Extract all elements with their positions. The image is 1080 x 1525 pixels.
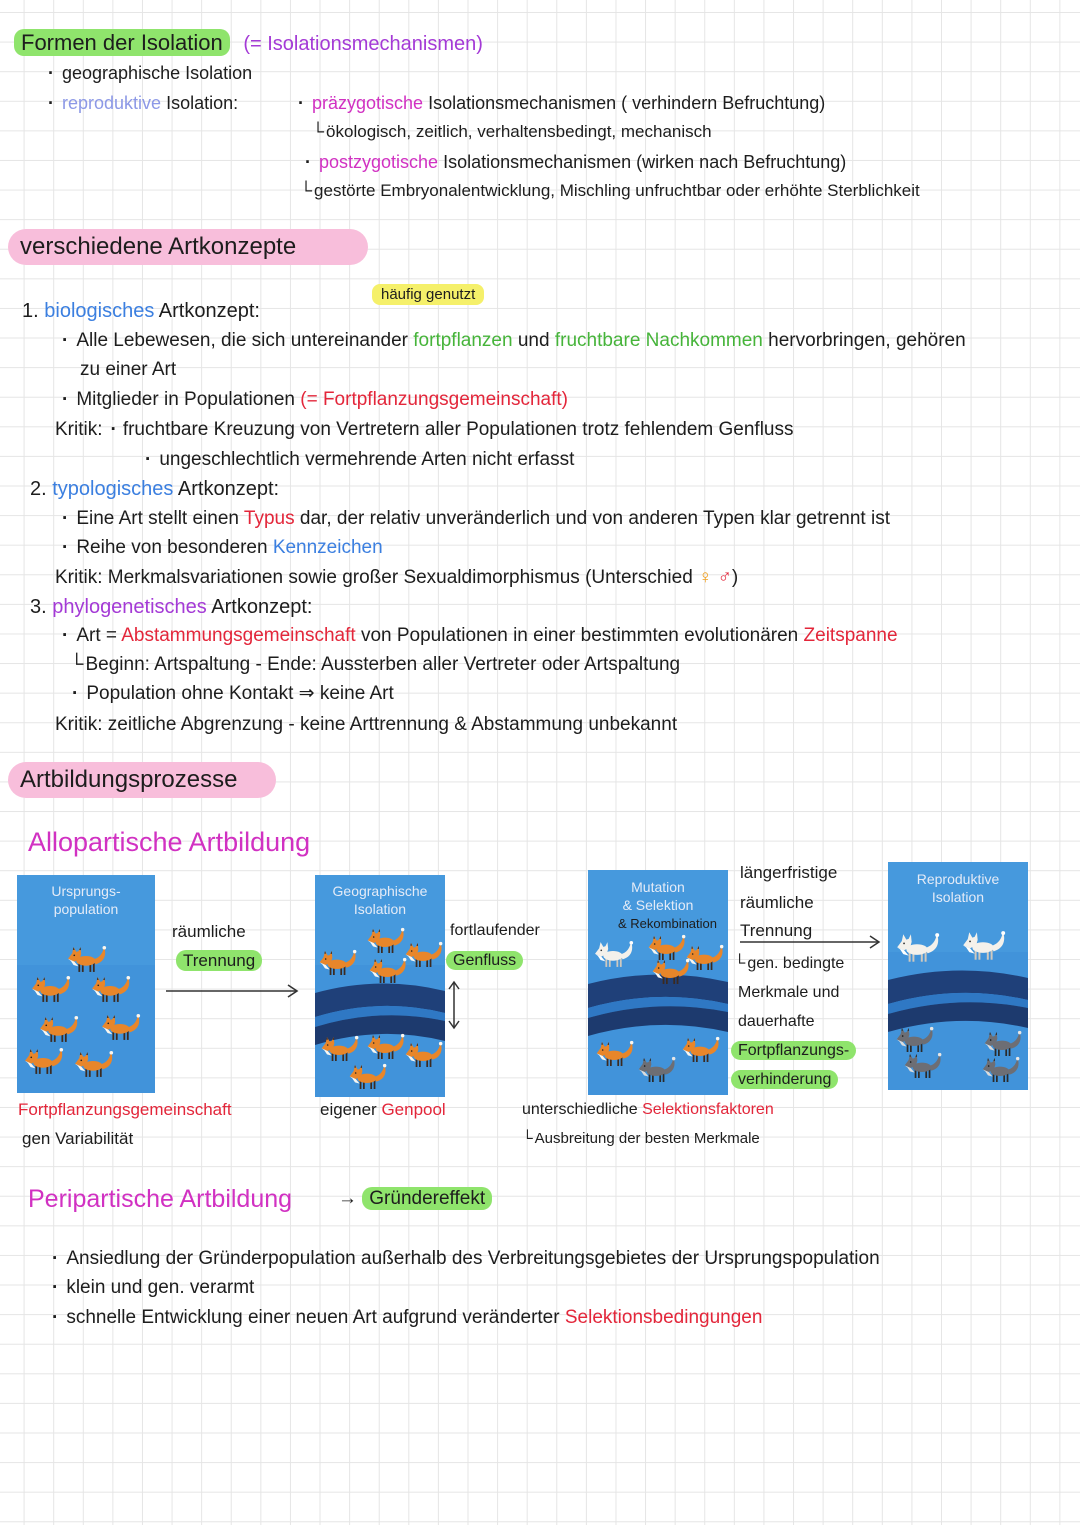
bio-members xyxy=(62,389,568,411)
step3-line-3: Trennung xyxy=(740,921,813,940)
typo-name: typologisches xyxy=(52,478,174,500)
bio-number: 1. xyxy=(22,300,39,322)
note2 xyxy=(320,1100,446,1120)
praezygotic-examples xyxy=(312,122,712,142)
panel-source-population xyxy=(17,875,155,1093)
corner-mark xyxy=(312,122,324,142)
corner-mark xyxy=(734,955,745,973)
phylo-critique xyxy=(55,714,677,736)
peripatric-heading: Peripartische Artbildung xyxy=(28,1185,293,1213)
peri-point-2-text: klein und gen. verarmt xyxy=(66,1277,255,1298)
bullet-dot xyxy=(62,330,68,352)
bullet-dot xyxy=(62,508,68,530)
founder-effect-line xyxy=(338,1188,492,1210)
arrow-right-icon xyxy=(164,981,302,1001)
praezygotic-rest: Isolationsmechanismen ( verhindern Befruchtung) xyxy=(423,93,826,113)
typo-concept-title xyxy=(30,478,279,501)
concepts-heading: verschiedene Artkonzepte xyxy=(8,229,368,265)
speciation-heading: Artbildungsprozesse xyxy=(8,762,276,798)
phylo-def-red-2: Zeitspanne xyxy=(803,625,898,646)
typo-critique-text: Merkmalsvariationen sowie großer Sexualdimorphismus (Unterschied xyxy=(102,567,699,588)
step2-line-1: fortlaufender xyxy=(450,922,540,939)
geo-isolation-line xyxy=(48,63,252,84)
phylo-def-red-1: Abstammungsgemeinschaft xyxy=(121,625,356,646)
postzygotic-examples xyxy=(300,181,920,201)
postzygotic-word: postzygotische xyxy=(319,152,439,172)
panel-3-label-line-1: Mutation xyxy=(631,879,685,895)
typo-marks xyxy=(62,537,383,559)
peri-point-3-red: Selektionsbedingungen xyxy=(564,1307,763,1328)
phylo-contact xyxy=(72,683,394,705)
frequently-used-badge: häufig genutzt xyxy=(372,284,484,305)
note3-word: unterschiedliche xyxy=(522,1101,643,1118)
phylo-span-text: Beginn: Artspaltung - Ende: Aussterben aller Vertreter oder Artspaltung xyxy=(85,654,681,675)
corner-mark xyxy=(300,181,312,201)
bullet-dot xyxy=(48,93,54,114)
bullet-dot xyxy=(52,1307,58,1329)
phylo-title-rest: Artkonzept: xyxy=(206,596,313,618)
bio-def-b: und xyxy=(512,330,555,351)
praezygotic-examples-text: ökologisch, zeitlich, verhaltensbedingt, mechanisch xyxy=(326,122,712,141)
note2-red: Genpool xyxy=(381,1100,446,1119)
repro-rest: Isolation: xyxy=(161,93,239,113)
isolation-heading-line xyxy=(14,30,483,56)
isolation-heading-note: (= Isolationsmechanismen) xyxy=(243,33,483,55)
repro-isolation-line xyxy=(48,93,238,114)
peri-point-1-text: Ansiedlung der Gründerpopulation außerhalb des Verbreitungsgebietes der Ursprungspopulation xyxy=(66,1248,880,1269)
step3-detail-5: verhinderung xyxy=(731,1070,838,1089)
phylo-definition xyxy=(62,625,898,647)
note3-detail xyxy=(522,1130,760,1147)
panel-1-label-line-2: population xyxy=(53,900,119,917)
male-symbol: ♂ xyxy=(717,567,732,588)
bio-name: biologisches xyxy=(44,300,155,322)
praezygotic-word: präzygotische xyxy=(312,93,424,113)
typo-critique-end: ) xyxy=(731,567,739,588)
step2-line-2: Genfluss xyxy=(446,951,523,970)
bio-critique-1-text: fruchtbare Kreuzung von Vertretern aller Populationen trotz fehlendem Genfluss xyxy=(122,419,794,440)
bullet-dot xyxy=(62,389,68,411)
typo-def-a: Eine Art stellt einen xyxy=(76,508,244,529)
bio-def-green-2: fruchtbare Nachkommen xyxy=(554,330,763,351)
typo-marks-text: Reihe von besonderen xyxy=(76,537,273,558)
step3-line-1: längerfristige xyxy=(740,863,838,882)
typo-marks-blue: Kennzeichen xyxy=(272,537,383,558)
panel-3-label-line-2: & Selektion xyxy=(622,896,694,913)
typo-critique xyxy=(55,567,738,589)
step1-line-2-wrap xyxy=(176,951,262,971)
note2-word: eigener xyxy=(320,1100,382,1119)
panel-4-label-line-1: Reproduktive xyxy=(916,871,1000,887)
bio-members-text: Mitglieder in Populationen xyxy=(76,389,301,410)
phylo-concept-title xyxy=(30,596,312,619)
panel-2-label-line-2: Isolation xyxy=(353,900,407,917)
step3-detail-5-wrap xyxy=(731,1071,838,1089)
postzygotic-line xyxy=(305,152,846,173)
arrow-right-icon xyxy=(738,933,884,951)
bullet-dot xyxy=(305,152,311,173)
step1-line-2: Trennung xyxy=(176,950,262,971)
postzygotic-examples-text: gestörte Embryonalentwicklung, Mischling unfruchtbar oder erhöhte Sterblichkeit xyxy=(314,181,920,200)
female-symbol: ♀ xyxy=(698,567,713,588)
step2-line-2-wrap xyxy=(446,952,523,970)
bio-critique-1 xyxy=(55,419,794,441)
phylo-span xyxy=(70,654,680,676)
step3-detail-2: Merkmale und xyxy=(738,984,840,1001)
step3-detail-4: Fortpflanzungs- xyxy=(731,1041,856,1060)
critique-label: Kritik: xyxy=(55,567,103,588)
panel-2-label xyxy=(315,883,445,918)
typo-definition xyxy=(62,508,890,530)
panel-geographic-isolation xyxy=(315,875,445,1097)
panel-1-label xyxy=(17,883,155,918)
critique-label: Kritik: xyxy=(55,419,103,440)
bullet-dot xyxy=(62,625,68,647)
typo-def-b: dar, der relativ unveränderlich und von anderen Typen klar getrennt ist xyxy=(294,508,890,529)
typo-number: 2. xyxy=(30,478,47,500)
peri-point-2 xyxy=(52,1277,254,1299)
bio-concept-title xyxy=(22,300,260,323)
postzygotic-rest: Isolationsmechanismen (wirken nach Befruchtung) xyxy=(438,152,847,172)
bio-def-c: hervorbringen, gehören xyxy=(762,330,966,351)
corner-mark xyxy=(522,1130,533,1147)
note3 xyxy=(522,1101,774,1119)
phylo-def-a: Art = xyxy=(76,625,122,646)
bullet-dot xyxy=(52,1277,58,1299)
corner-mark xyxy=(70,654,83,676)
peri-point-1 xyxy=(52,1248,880,1270)
bio-def-a: Alle Lebewesen, die sich untereinander xyxy=(76,330,414,351)
peri-point-3 xyxy=(52,1307,762,1329)
note1-line-1: Fortpflanzungsgemeinschaft xyxy=(18,1100,232,1119)
bullet-dot xyxy=(72,683,78,705)
note3-red: Selektionsfaktoren xyxy=(642,1101,774,1118)
bullet-dot xyxy=(52,1248,58,1270)
phylo-critique-text: zeitliche Abgrenzung - keine Arttrennung & Abstammung unbekannt xyxy=(102,714,678,735)
geo-isolation-text: geographische Isolation xyxy=(62,63,253,83)
step3-detail-3: dauerhafte xyxy=(738,1013,815,1030)
step3-detail-4-wrap xyxy=(731,1042,856,1060)
panel-3-label xyxy=(588,879,728,914)
badge-line xyxy=(372,286,484,303)
peri-point-3-text: schnelle Entwicklung einer neuen Art aufgrund veränderter xyxy=(66,1307,565,1328)
bullet-dot xyxy=(48,63,54,84)
step1-line-1: räumliche xyxy=(172,922,246,941)
critique-label: Kritik: xyxy=(55,714,103,735)
panel-mutation-selection xyxy=(588,870,728,1095)
bio-definition-cont: zu einer Art xyxy=(80,359,177,380)
panel-1-label-line-1: Ursprungs- xyxy=(51,883,121,899)
step3-detail-1-text: gen. bedingte xyxy=(747,955,845,972)
bio-critique-2-text: ungeschlechtlich vermehrende Arten nicht erfasst xyxy=(159,449,575,470)
phylo-contact-text: Population ohne Kontakt ⇒ keine Art xyxy=(86,683,394,704)
bullet-dot xyxy=(145,449,151,471)
phylo-name: phylogenetisches xyxy=(52,596,207,618)
panel-4-label-line-2: Isolation xyxy=(931,888,985,905)
panel-2-label-line-1: Geographische xyxy=(332,883,428,899)
bio-critique-2 xyxy=(145,449,574,471)
phylo-def-b: von Populationen in einer bestimmten evolutionären xyxy=(355,625,804,646)
typo-def-red: Typus xyxy=(243,508,295,529)
note1-line-2: gen Variabilität xyxy=(22,1129,134,1148)
bullet-dot xyxy=(111,419,117,441)
isolation-heading: Formen der Isolation xyxy=(14,29,230,56)
praezygotic-line xyxy=(298,93,825,114)
step3-line-2: räumliche xyxy=(740,893,814,912)
phylo-number: 3. xyxy=(30,596,47,618)
panel-4-label xyxy=(888,871,1028,906)
repro-word: reproduktive xyxy=(62,93,162,113)
founder-arrow: → xyxy=(338,1188,363,1209)
bio-members-red: (= Fortpflanzungsgemeinschaft) xyxy=(300,389,568,410)
allopatric-heading: Allopartische Artbildung xyxy=(28,827,311,857)
bullet-dot xyxy=(298,93,304,114)
panel-3-label-line-3: & Rekombination xyxy=(618,916,717,931)
double-arrow-icon xyxy=(446,980,462,1030)
bio-def-green-1: fortpflanzen xyxy=(413,330,513,351)
typo-title-rest: Artkonzept: xyxy=(173,478,280,500)
step3-detail-1 xyxy=(734,955,844,973)
bio-title-rest: Artkonzept: xyxy=(154,300,260,322)
bullet-dot xyxy=(62,537,68,559)
founder-effect: Gründereffekt xyxy=(362,1187,492,1210)
note3-detail-text: Ausbreitung der besten Merkmale xyxy=(534,1130,760,1147)
bio-definition xyxy=(62,330,966,352)
panel-reproductive-isolation xyxy=(888,862,1028,1090)
